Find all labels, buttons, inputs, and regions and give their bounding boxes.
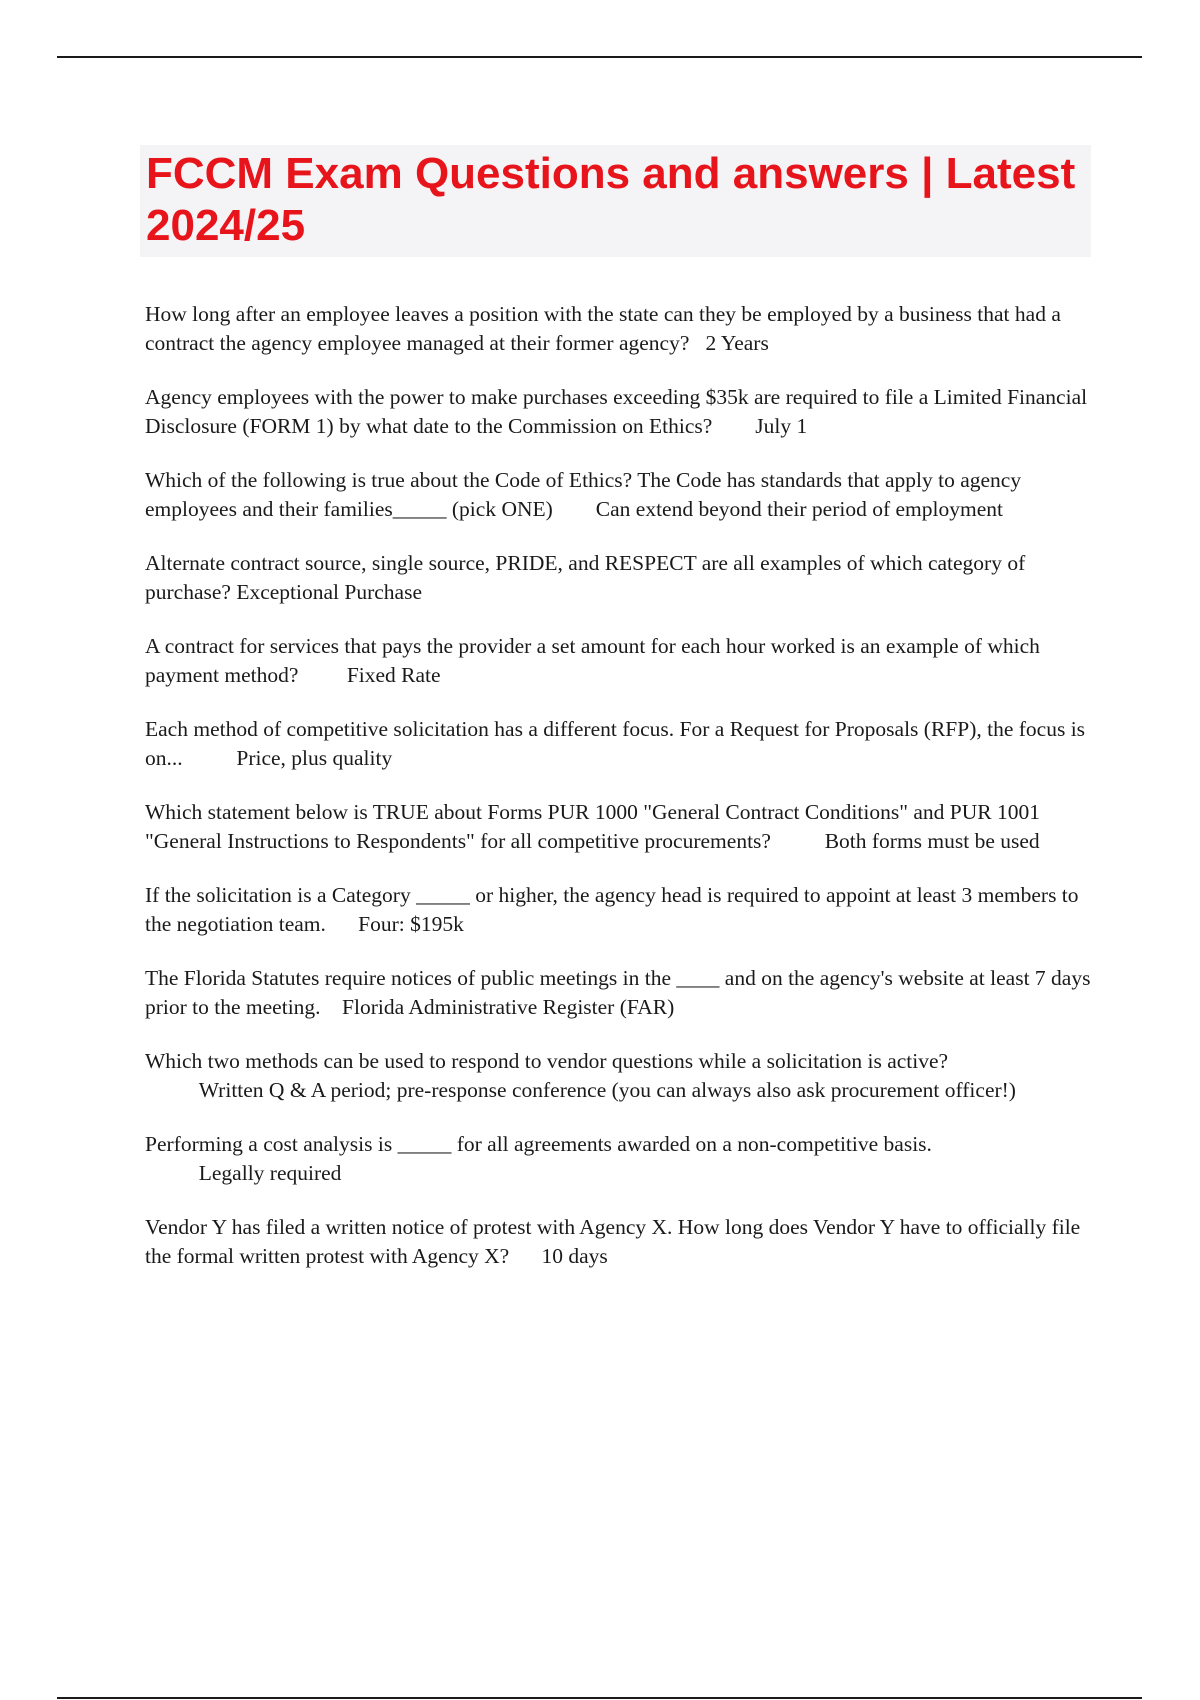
- footer-rule: [57, 1697, 1142, 1699]
- qa-item: Agency employees with the power to make purchases exceeding $35k are required to file a Limited Financial Disclosure (FORM 1) by what date to the Commission on Ethics? July 1: [145, 385, 1093, 438]
- header-rule: [57, 56, 1142, 58]
- qa-item: Each method of competitive solicitation has a different focus. For a Request for Proposals (RFP), the focus is on... Price, plus quality: [145, 717, 1091, 770]
- question-answer-list: [145, 300, 1095, 1296]
- qa-item: Alternate contract source, single source, PRIDE, and RESPECT are all examples of which category of purchase? Exceptional Purchase: [145, 551, 1031, 604]
- qa-item: Which two methods can be used to respond to vendor questions while a solicitation is active? Written Q & A period; pre-response conference (you can always also ask procurement officer!): [145, 1049, 1016, 1102]
- qa-item: The Florida Statutes require notices of public meetings in the ____ and on the agency's website at least 7 days prior to the meeting. Florida Administrative Register (FAR): [145, 966, 1096, 1019]
- qa-item: Which statement below is TRUE about Forms PUR 1000 "General Contract Conditions" and PUR 1001 "General Instructions to Respondents" for all competitive procurements? Both forms must be used: [145, 800, 1046, 853]
- qa-item: If the solicitation is a Category _____ or higher, the agency head is required to appoint at least 3 members to the negotiation team. Four: $195k: [145, 883, 1084, 936]
- qa-item: A contract for services that pays the provider a set amount for each hour worked is an example of which payment method? Fixed Rate: [145, 634, 1046, 687]
- qa-item: Vendor Y has filed a written notice of protest with Agency X. How long does Vendor Y have to officially file the formal written protest with Agency X? 10 days: [145, 1215, 1086, 1268]
- qa-item: Which of the following is true about the Code of Ethics? The Code has standards that apply to agency employees and their families_____ (pick ONE) Can extend beyond their period of employment: [145, 468, 1027, 521]
- qa-item: How long after an employee leaves a position with the state can they be employed by a business that had a contract the agency employee managed at their former agency? 2 Years: [145, 302, 1067, 355]
- title-banner: [140, 145, 1091, 257]
- document-title: FCCM Exam Questions and answers | Latest 2024/25: [146, 149, 1076, 250]
- qa-item: Performing a cost analysis is _____ for all agreements awarded on a non-competitive basis. Legally required: [145, 1132, 932, 1185]
